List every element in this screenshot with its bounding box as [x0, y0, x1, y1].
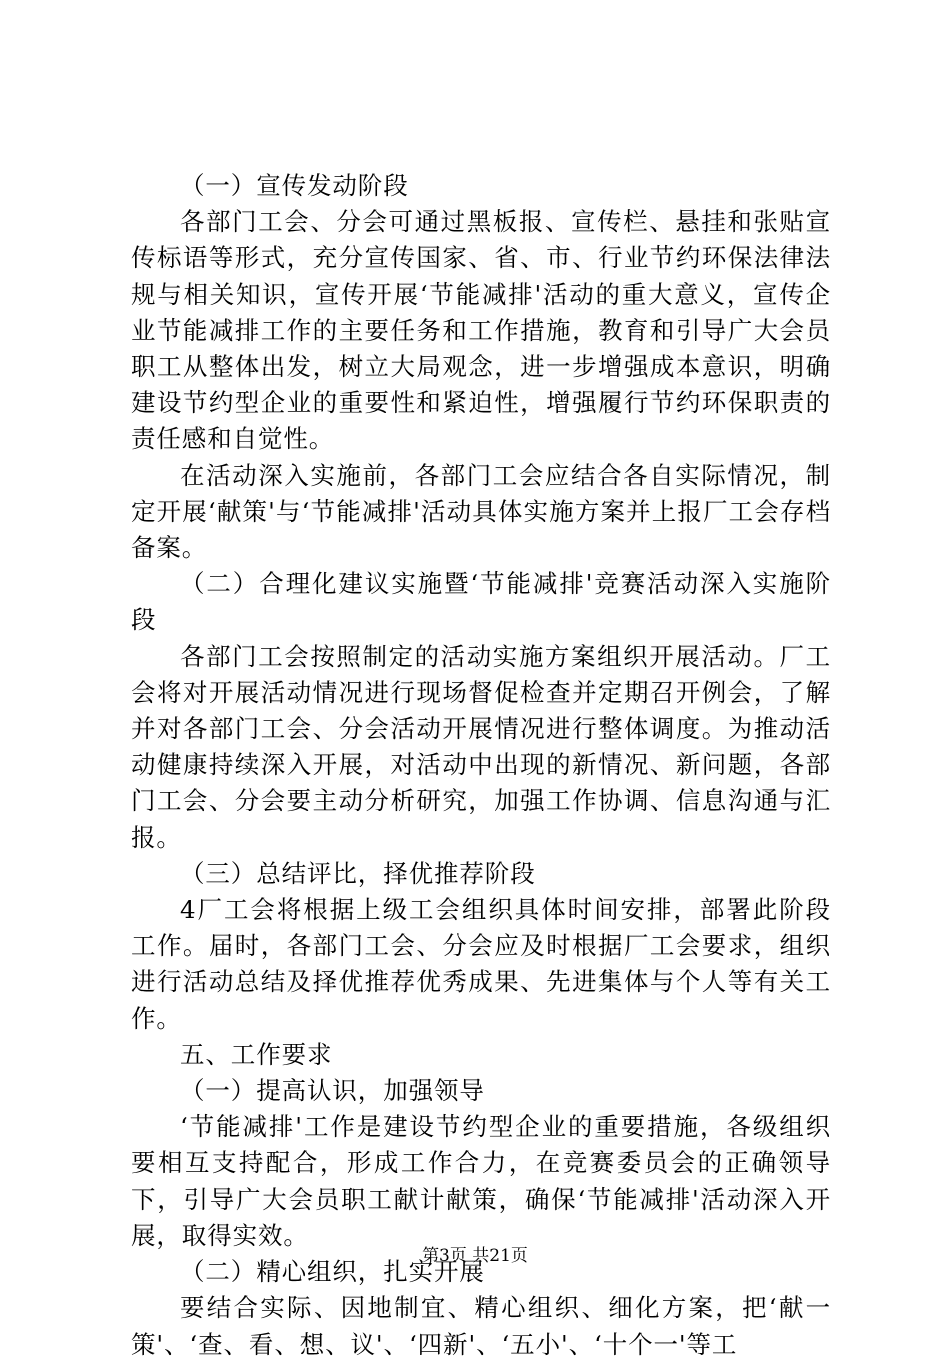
heading-organization: （二）精心组织，扎实开展	[180, 1257, 485, 1287]
paragraph-implementation-content: 各部门工会按照制定的活动实施方案组织开展活动。厂工会将对开展活动情况进行现场督促检查并定期召开例会，了解并对各部门工会、分会活动开展情况进行整体调度。为推动活动健康持续深入开展，对活动中出现的新情况、新问题，各部门工会、分会要主动分析研究，加强工作协调、信息沟通与汇报。	[131, 641, 831, 852]
heading-work-requirements: 五、工作要求	[180, 1039, 333, 1069]
heading-summary-stage: （三）总结评比，择优推荐阶段	[180, 858, 536, 888]
paragraph-implementation-plan: 在活动深入实施前，各部门工会应结合各自实际情况，制定开展‘献策'与‘节能减排'活动具体实施方案并上报厂工会存档备案。	[131, 460, 831, 563]
paragraph-leadership-content: ‘节能减排'工作是建设节约型企业的重要措施，各级组织要相互支持配合，形成工作合力，在竞赛委员会的正确领导下，引导广大会员职工献计献策，确保‘节能减排'活动深入开展，取得实效。	[131, 1112, 831, 1250]
heading-implementation-stage: （二）合理化建议实施暨‘节能减排'竞赛活动深入实施阶段	[131, 569, 831, 635]
document-body	[131, 168, 831, 1363]
page-number: 第3页 共21页	[422, 1246, 528, 1266]
heading-publicity-stage: （一）宣传发动阶段	[180, 171, 409, 200]
paragraph-organization-content: 要结合实际、因地制宜、精心组织、细化方案，把‘献一策'、‘查、看、想、议'、‘四新'、‘五小'、‘十个一'等工	[131, 1293, 831, 1359]
heading-leadership: （一）提高认识，加强领导	[180, 1076, 485, 1106]
paragraph-summary-content: 4厂工会将根据上级工会组织具体时间安排，部署此阶段工作。届时，各部门工会、分会应及时根据厂工会要求，组织进行活动总结及择优推荐优秀成果、先进集体与个人等有关工作。	[131, 895, 831, 1033]
paragraph-publicity-content: 各部门工会、分会可通过黑板报、宣传栏、悬挂和张贴宣传标语等形式，充分宣传国家、省、市、行业节约环保法律法规与相关知识，宣传开展‘节能减排'活动的重大意义，宣传企业节能减排工作的主要任务和工作措施，教育和引导广大会员职工从整体出发，树立大局观念，进一步增强成本意识，明确建设节约型企业的重要性和紧迫性，增强履行节约环保职责的责任感和自觉性。	[131, 207, 831, 454]
